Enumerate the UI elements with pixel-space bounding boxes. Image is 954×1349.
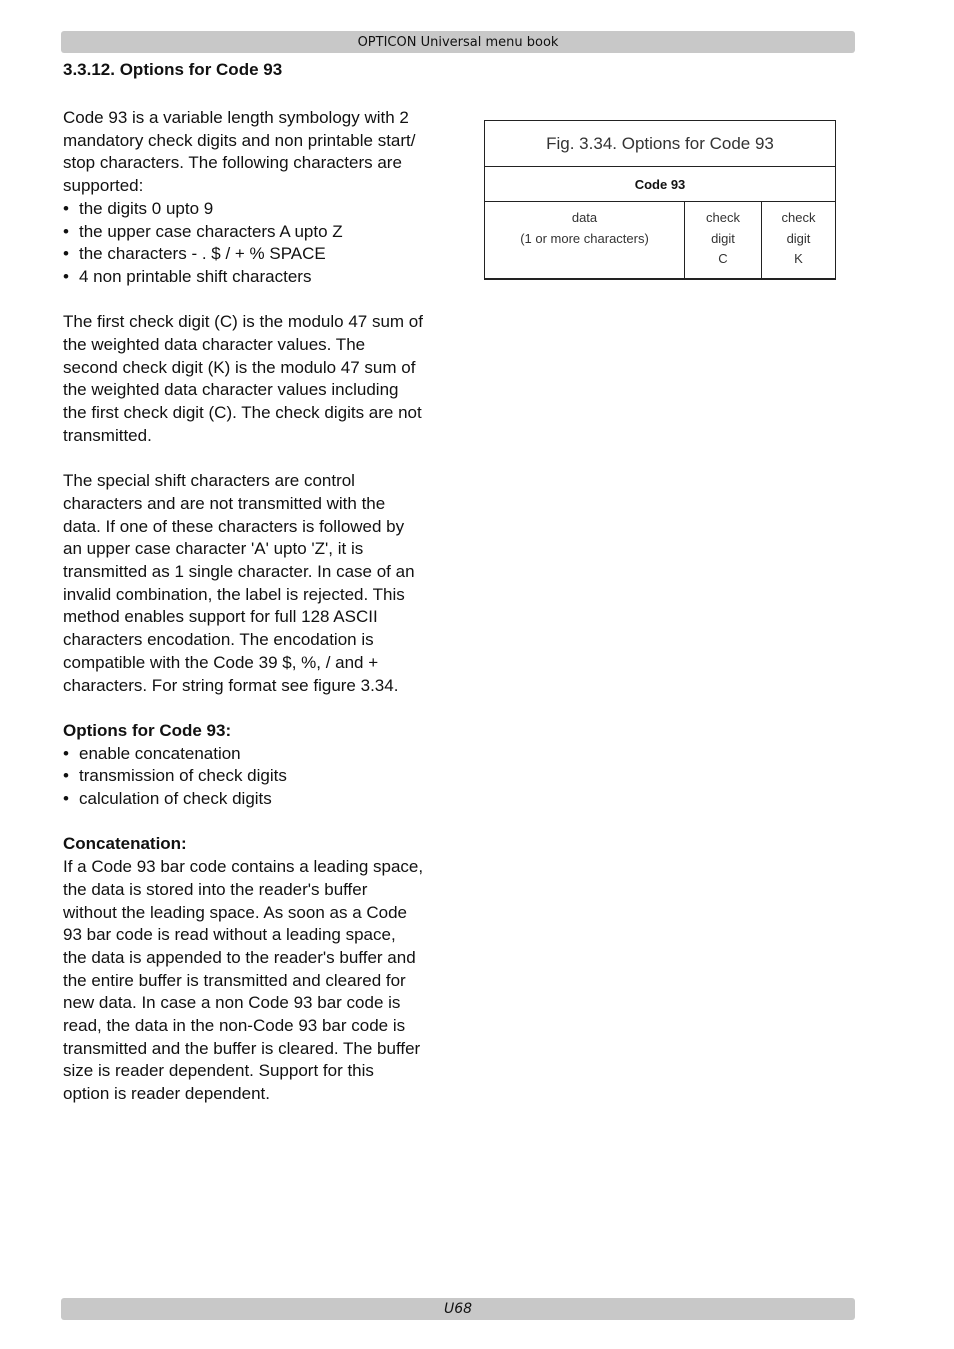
list-item: • 4 non printable shift characters [63, 266, 448, 289]
text-line: new data. In case a non Code 93 bar code is [63, 993, 401, 1013]
cell-line: (1 or more characters) [520, 230, 649, 246]
text-line: mandatory check digits and non printable start/ [63, 130, 416, 150]
text-line: Code 93 is a variable length symbology with 2 [63, 108, 409, 127]
concatenation-section [63, 833, 448, 1105]
supported-characters-list [63, 198, 448, 289]
section-title: 3.3.12. Options for Code 93 [63, 60, 283, 79]
text-line: an upper case character 'A' upto 'Z', it is [63, 539, 364, 559]
text-line: characters and are not transmitted with the [63, 493, 386, 513]
text-line: size is reader dependent. Support for this [63, 1061, 374, 1081]
figure-caption: Fig. 3.34. Options for Code 93 [485, 121, 835, 167]
text-line: method enables support for full 128 ASCII [63, 607, 378, 627]
cell-line: data [571, 210, 598, 225]
running-header [61, 31, 855, 53]
shift-characters-paragraph [63, 470, 448, 697]
text-column [63, 107, 448, 1106]
text-line: without the leading space. As soon as a Code [63, 902, 408, 922]
text-line: second check digit (K) is the modulo 47 sum of [63, 357, 416, 377]
cell-line: check [706, 210, 740, 225]
text-line: transmitted and the buffer is cleared. The buffer [63, 1038, 421, 1058]
list-item: • calculation of check digits [63, 788, 448, 811]
text-line: transmitted as 1 single character. In case of an [63, 562, 415, 582]
text-line: stop characters. The following characters are [63, 153, 402, 173]
cell-line: C [718, 251, 728, 266]
text-line: If a Code 93 bar code contains a leading space, [63, 857, 424, 877]
text-line: read, the data in the non-Code 93 bar code is [63, 1016, 406, 1036]
text-line: characters. For string format see figure 3.34. [63, 675, 399, 695]
list-item: • transmission of check digits [63, 765, 448, 788]
check-digit-k-cell [761, 202, 835, 278]
options-list [63, 743, 448, 811]
text-line: The special shift characters are control [63, 471, 355, 491]
text-line: compatible with the Code 39 $, %, / and + [63, 652, 379, 672]
text-line: 93 bar code is read without a leading space, [63, 925, 396, 945]
page-number: U68 [443, 1301, 473, 1317]
text-line: invalid combination, the label is rejected. This [63, 584, 405, 604]
check-digit-c-cell [684, 202, 761, 278]
text-line: the weighted data character values including [63, 380, 399, 400]
options-heading: Options for Code 93: [63, 720, 232, 740]
text-line: the data is stored into the reader's buffer [63, 879, 368, 899]
figure-header: Code 93 [485, 167, 835, 202]
concatenation-heading: Concatenation: [63, 834, 187, 854]
cell-line: digit [711, 230, 735, 246]
list-item: • enable concatenation [63, 743, 448, 766]
code93-format-figure [484, 120, 836, 280]
text-line: transmitted. [63, 425, 152, 445]
figure-fields-row [485, 202, 835, 278]
data-field-cell [485, 202, 684, 278]
text-line: option is reader dependent. [63, 1084, 270, 1104]
intro-paragraph [63, 107, 448, 289]
header-text: OPTICON Universal menu book [357, 34, 559, 50]
list-item: • the digits 0 upto 9 [63, 198, 448, 221]
text-line: the weighted data character values. The [63, 335, 366, 355]
text-line: the entire buffer is transmitted and cleared for [63, 970, 406, 990]
list-item: • the upper case characters A upto Z [63, 221, 448, 244]
text-line: The first check digit (C) is the modulo 47 sum of [63, 312, 423, 332]
cell-line: check [781, 210, 816, 225]
cell-line: K [794, 251, 803, 266]
cell-line: digit [786, 230, 811, 246]
check-digit-paragraph [63, 311, 448, 447]
text-line: characters encodation. The encodation is [63, 630, 374, 650]
page-footer [61, 1298, 855, 1320]
text-line: data. If one of these characters is followed by [63, 516, 405, 536]
list-item: • the characters - . $ / + % SPACE [63, 243, 448, 266]
text-line: the data is appended to the reader's buffer and [63, 947, 416, 967]
options-section [63, 720, 448, 811]
text-line: the first check digit (C). The check digits are not [63, 403, 422, 423]
text-line: supported: [63, 176, 144, 196]
